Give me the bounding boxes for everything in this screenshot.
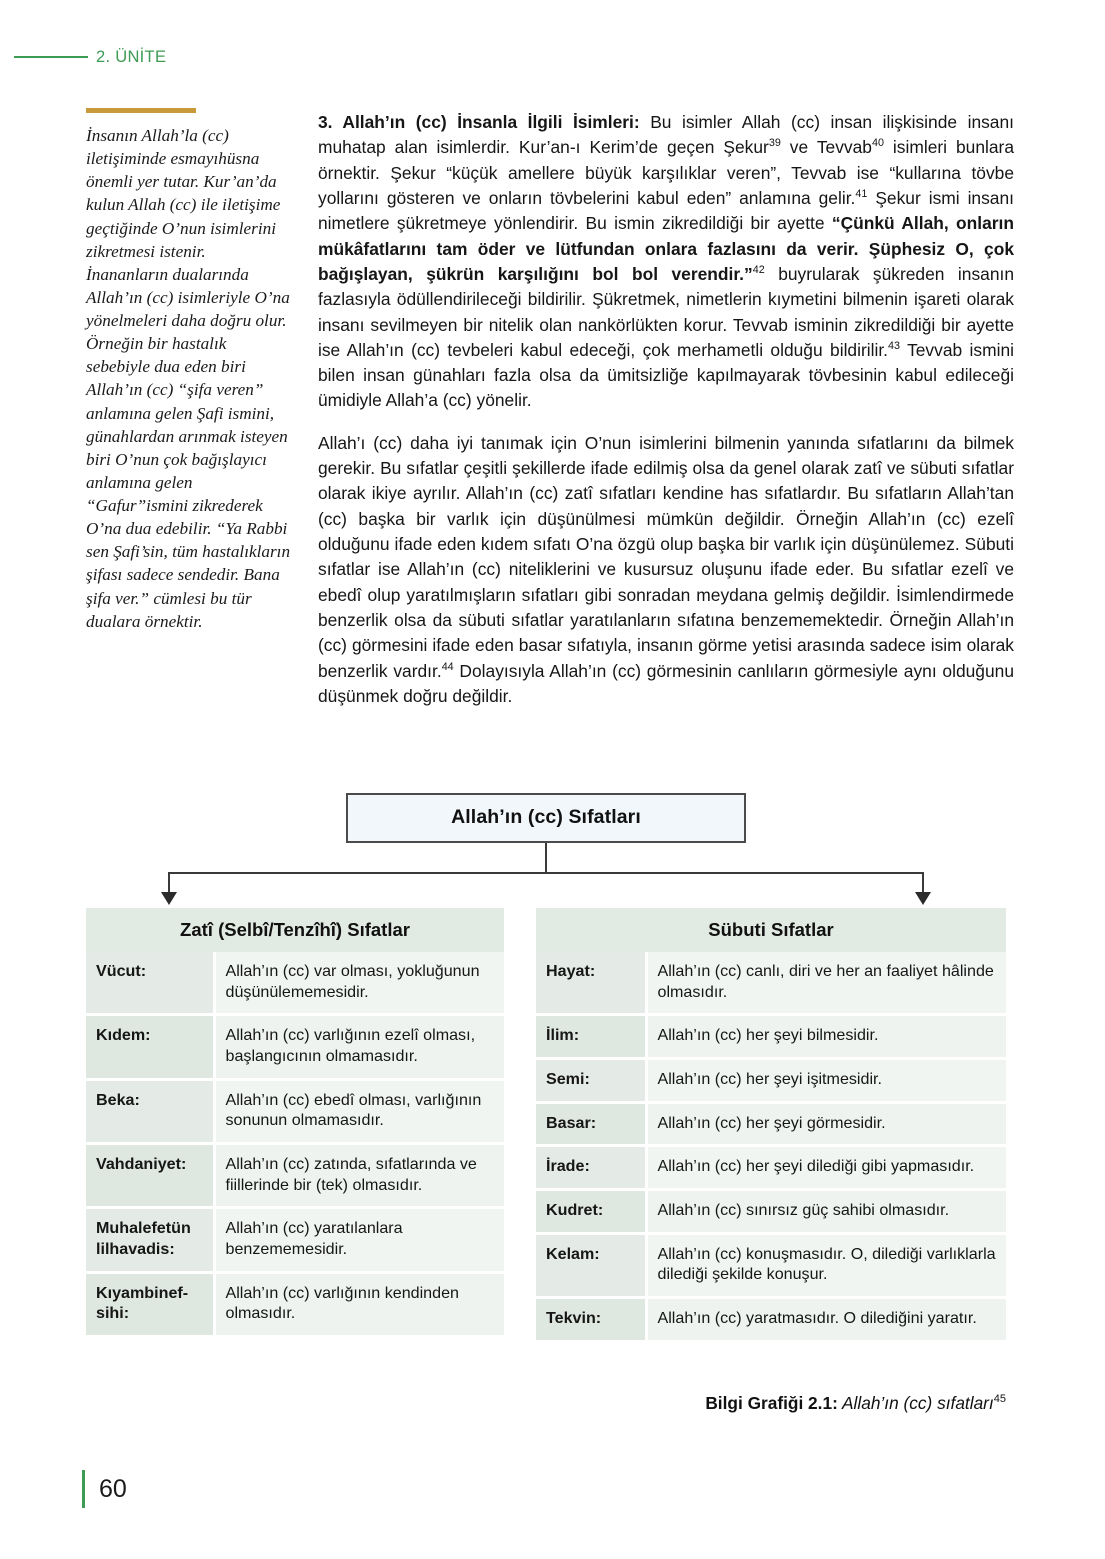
attributes-diagram: [86, 793, 1006, 1340]
attribute-definition: Allah’ın (cc) her şeyi bilmesidir.: [646, 1015, 1006, 1059]
paragraph-lead-in: 3. Allah’ın (cc) İnsanla İlgili İsimleri:: [318, 112, 640, 132]
quran-quote: “Çünkü Allah, onların mükâfatlarını tam öder ve lütfundan onlara fazlasını da verir. Şüphesiz O, çok bağışlayan, şükrün karşılığını bol bol verendir.”: [318, 213, 1014, 284]
arrow-down-right-icon: [915, 892, 931, 905]
attribute-definition: Allah’ın (cc) konuşmasıdır. O, dilediği varlıklarla dilediği şekilde konuşur.: [646, 1233, 1006, 1297]
caption-footnote-ref-45: 45: [993, 1393, 1006, 1406]
paragraph1-part4: Şekur ismi insanı nimetlere şükretmeye yönlendirir. Bu ismin zikredildiği bir ayette: [318, 187, 1014, 234]
table-row: [86, 952, 504, 1015]
paragraph-names: [318, 110, 1014, 414]
footer-accent-bar: [82, 1470, 85, 1508]
figure-caption: [705, 1393, 1006, 1414]
table-row: [536, 1102, 1006, 1146]
attribute-term: Muhalefetün lilhavadis:: [86, 1208, 214, 1272]
arrow-down-left-icon: [161, 892, 177, 905]
sidenote-text: İnsanın Allah’la (cc) iletişiminde esmayıhüsna önemli yer tutar. Kur’an’da kulun Allah (cc) ile iletişime geçtiğinde O’nun isimlerini zikretmesi istenir. İnananların dualarında Allah’ın (cc) isimleriyle O’na yönelmeleri daha doğru olur. Örneğin bir hastalık sebebiyle dua eden biri Allah’ın (cc) “şifa veren” anlamına gelen Şafi ismini, günahlardan arınmak isteyen biri O’nun çok bağışlayıcı anlamına gelen “Gafur”ismini zikrederek O’na dua edebilir. “Ya Rabbi sen Şafi’sin, tüm hastalıkların şifası sadece sendedir. Bana şifa ver.” cümlesi bu tür dualara örnektir.: [86, 126, 291, 631]
page-number: 60: [99, 1474, 127, 1503]
attribute-definition: Allah’ın (cc) her şeyi işitmesidir.: [646, 1059, 1006, 1103]
table-row: [536, 1298, 1006, 1340]
attribute-definition: Allah’ın (cc) varlığının kendinden olmasıdır.: [214, 1272, 504, 1335]
zati-sifatlar-table: [86, 908, 504, 1340]
table-row: [86, 1272, 504, 1335]
attribute-definition: Allah’ın (cc) zatında, sıfatlarında ve fiillerinde bir (tek) olmasıdır.: [214, 1144, 504, 1208]
attribute-definition: Allah’ın (cc) ebedî olması, varlığının sonunun olmamasıdır.: [214, 1079, 504, 1143]
footnote-ref-39: 39: [768, 137, 781, 150]
attribute-term: Basar:: [536, 1102, 646, 1146]
attribute-definition: Allah’ın (cc) her şeyi dilediği gibi yapmasıdır.: [646, 1146, 1006, 1190]
paragraph1-part1: Bu isimler Allah (cc) insan ilişkisinde insanı muhatap alan isimlerdir. Kur’an-ı Kerim’de geçen Şekur: [318, 112, 1014, 158]
paragraph2-part2: Dolayısıyla Allah’ın (cc) görmesinin canlıların görmesiyle aynı olduğunu düşünmek doğru değildir.: [318, 660, 1014, 706]
diagram-root-box: Allah’ın (cc) Sıfatları: [346, 793, 746, 843]
connector-arm-left: [168, 872, 170, 894]
diagram-root-row: [86, 793, 1006, 843]
attribute-definition: Allah’ın (cc) canlı, diri ve her an faaliyet hâlinde olmasıdır.: [646, 952, 1006, 1015]
attribute-term: Kıyambinef-sihi:: [86, 1272, 214, 1335]
caption-label: Bilgi Grafiği 2.1:: [705, 1393, 838, 1413]
attribute-term: Vücut:: [86, 952, 214, 1015]
paragraph2-part1: Allah’ı (cc) daha iyi tanımak için O’nun isimlerini bilmenin yanında sıfatlarını da bilmek gerekir. Bu sıfatlar çeşitli şekillerde ifade edilmiş olsa da genel olarak zatî ve sübuti sıfatlar olarak ikiye ayrılır. Allah’ın (cc) zatî sıfatları kendine has sıfatlardır. Bu sıfatların Allah’tan (cc) başka bir varlık için düşünülmesi mümkün değildir. Örneğin Allah’ın (cc) ezelî olduğunu ifade eden kıdem sıfatı O’na özgü olup başka bir varlık için düşünülemez. Sübuti sıfatlar ise Allah’ın (cc) niteliklerini ve kusursuz oluşunu ifade eder. Bu sıfatlar ezelî ve ebedî olup yaratılmışların sıfatları gibi sonradan meydana gelmiş değildir. İsimlendirmede benzerlik olsa da sübuti sıfatlar yaratılanların sıfatına benzememektedir. Örneğin Allah’ın (cc) görmesini ifade eden basar sıfatıyla, insanın görme yetisi arasında sadece isim olarak benzerlik vardır.: [318, 432, 1014, 681]
subuti-sifatlar-table: [536, 908, 1006, 1340]
table-row: [536, 1233, 1006, 1297]
attribute-term: İrade:: [536, 1146, 646, 1190]
sidenote-accent-bar: [86, 108, 196, 113]
table-row: [86, 1079, 504, 1143]
footnote-ref-44: 44: [441, 660, 454, 673]
paragraph1-part5: buyrularak şükreden insanın fazlasıyla ödüllendirileceği bildirilir. Şükretmek, nimetlerin kıymetini bilmenin işareti olarak insanı sevilmeyen bir nitelik olan nankörlükten korur. Tevvab isminin zikredildiği bir ayette ise Allah’ın (cc) tevbeleri kabul edeceği, çok merhametli olduğu bildirilir.: [318, 263, 1014, 360]
zati-table-body: [86, 952, 504, 1335]
zati-table-header: Zatî (Selbî/Tenzîhî) Sıfatlar: [86, 908, 504, 952]
subuti-table-body: [536, 952, 1006, 1340]
attribute-term: Beka:: [86, 1079, 214, 1143]
caption-title: Allah’ın (cc) sıfatları: [837, 1393, 994, 1413]
diagram-tables-row: [86, 908, 1006, 1340]
attribute-term: Kudret:: [536, 1190, 646, 1234]
header-rule-decoration: [14, 56, 88, 58]
attribute-term: Kelam:: [536, 1233, 646, 1297]
attribute-definition: Allah’ın (cc) her şeyi görmesidir.: [646, 1102, 1006, 1146]
attribute-term: Hayat:: [536, 952, 646, 1015]
attribute-definition: Allah’ın (cc) sınırsız güç sahibi olmasıdır.: [646, 1190, 1006, 1234]
attribute-definition: Allah’ın (cc) varlığının ezelî olması, başlangıcının olmamasıdır.: [214, 1015, 504, 1079]
main-text-column: [318, 110, 1014, 709]
attribute-term: Kıdem:: [86, 1015, 214, 1079]
footnote-ref-40: 40: [871, 137, 884, 150]
footnote-ref-43: 43: [888, 340, 900, 353]
attribute-term: Tekvin:: [536, 1298, 646, 1340]
diagram-connectors: [86, 843, 1006, 904]
paragraph1-part2: ve Tevvab: [780, 137, 872, 158]
attribute-term: İlim:: [536, 1015, 646, 1059]
page-footer: [82, 1470, 127, 1508]
sidenote: [86, 108, 292, 633]
attribute-term: Vahdaniyet:: [86, 1144, 214, 1208]
footnote-ref-41: 41: [855, 188, 868, 201]
attribute-definition: Allah’ın (cc) yaratılanlara benzememesidir.: [214, 1208, 504, 1272]
attribute-term: Semi:: [536, 1059, 646, 1103]
connector-arm-right: [922, 872, 924, 894]
paragraph1-part6: Tevvab ismini bilen insan günahları fazla olsa da ümitsizliğe kapılmayarak tövbesinin kabul edileceği ümidiyle Allah’a (cc) yönelir.: [318, 339, 1014, 411]
table-row: [86, 1208, 504, 1272]
attribute-definition: Allah’ın (cc) var olması, yokluğunun düşünülememesidir.: [214, 952, 504, 1015]
attribute-definition: Allah’ın (cc) yaratmasıdır. O dilediğini yaratır.: [646, 1298, 1006, 1340]
connector-crossbar: [168, 872, 924, 874]
connector-stem: [545, 843, 547, 873]
table-row: [536, 1146, 1006, 1190]
unit-label: 2. ÜNİTE: [96, 47, 167, 66]
paragraph1-part3: isimleri bunlara örnektir. Şekur “küçük amellere büyük karşılıklar veren”, Tevvab ise “kullarına tövbe yollarını gösteren ve onların tövbelerini kabul eden” anlamına gelir.: [318, 137, 1015, 208]
table-row: [536, 1015, 1006, 1059]
table-row: [536, 952, 1006, 1015]
table-row: [86, 1015, 504, 1079]
footnote-ref-42: 42: [752, 264, 765, 277]
table-row: [536, 1059, 1006, 1103]
table-row: [536, 1190, 1006, 1234]
paragraph-attributes: [318, 431, 1014, 709]
table-row: [86, 1144, 504, 1208]
subuti-table-header: Sübuti Sıfatlar: [536, 908, 1006, 952]
page-header: [0, 44, 1105, 70]
